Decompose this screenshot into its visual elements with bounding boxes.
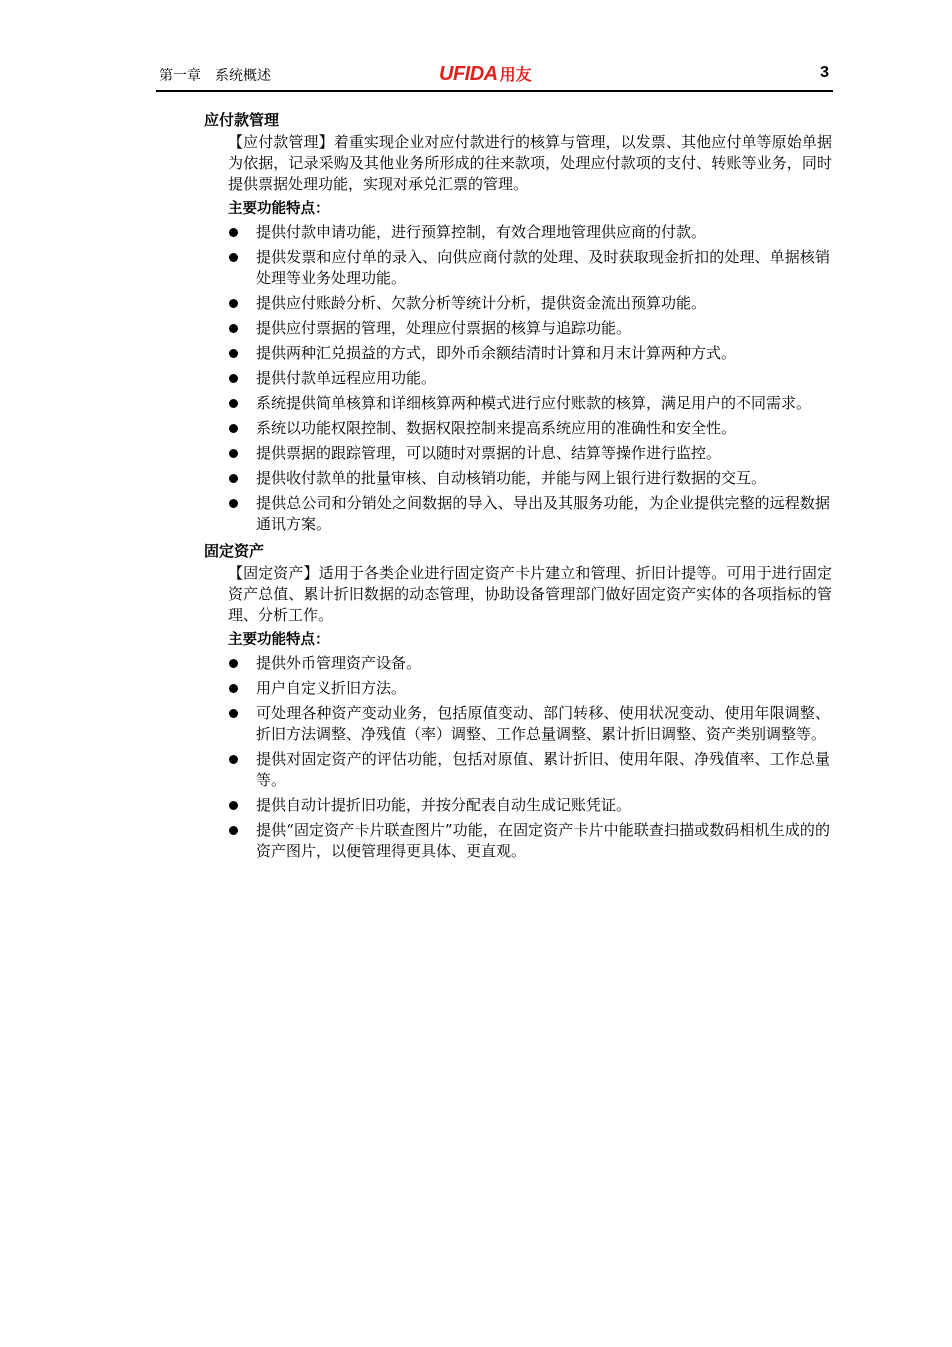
list-item: 提供外币管理资产设备。 — [204, 653, 830, 674]
chapter-title: 第一章 系统概述 — [159, 68, 271, 84]
list-item: 提供付款单远程应用功能。 — [204, 368, 830, 389]
list-item: 系统以功能权限控制、数据权限控制来提高系统应用的准确性和安全性。 — [204, 418, 830, 439]
section-intro: 【应付款管理】着重实现企业对应付款进行的核算与管理，以发票、其他应付单等原始单据为依据，记录采购及其他业务所形成的往来款项，处理应付款项的支付、转账等业务，同时提供票据处理功能，实现对承兑汇票的管理。 — [228, 133, 832, 193]
bullet-icon — [229, 474, 238, 483]
list-item: 可处理各种资产变动业务，包括原值变动、部门转移、使用状况变动、使用年限调整、折旧方法调整、净残值（率）调整、工作总量调整、累计折旧调整、资产类别调整等。 — [204, 703, 830, 745]
logo-text-en: UFIDA — [439, 63, 498, 85]
list-item: 提供对固定资产的评估功能，包括对原值、累计折旧、使用年限、净残值率、工作总量等。 — [204, 749, 830, 791]
bullet-icon — [229, 684, 238, 693]
feature-list — [204, 653, 834, 862]
list-item: 系统提供简单核算和详细核算两种模式进行应付账款的核算，满足用户的不同需求。 — [204, 393, 830, 414]
section-accounts-payable — [204, 108, 834, 535]
list-item: 提供“固定资产卡片联查图片”功能，在固定资产卡片中能联查扫描或数码相机生成的的资产图片，以便管理得更具体、更直观。 — [204, 820, 830, 862]
page-number: 3 — [820, 64, 829, 81]
bullet-icon — [229, 374, 238, 383]
bullet-icon — [229, 324, 238, 333]
bullet-icon — [229, 299, 238, 308]
bullet-icon — [229, 801, 238, 810]
bullet-icon — [229, 349, 238, 358]
logo-text-cn: 用友 — [499, 67, 532, 84]
bullet-icon — [229, 424, 238, 433]
list-item: 提供应付账龄分析、欠款分析等统计分析，提供资金流出预算功能。 — [204, 293, 830, 314]
ufida-logo — [439, 62, 532, 86]
list-item: 用户自定义折旧方法。 — [204, 678, 830, 699]
list-item: 提供两种汇兑损益的方式，即外币余额结清时计算和月末计算两种方式。 — [204, 343, 830, 364]
bullet-icon — [229, 499, 238, 508]
list-item: 提供应付票据的管理，处理应付票据的核算与追踪功能。 — [204, 318, 830, 339]
document-body — [204, 108, 834, 866]
features-heading: 主要功能特点： — [228, 632, 330, 648]
bullet-icon — [229, 709, 238, 718]
list-item: 提供收付款单的批量审核、自动核销功能，并能与网上银行进行数据的交互。 — [204, 468, 830, 489]
section-fixed-assets — [204, 539, 834, 862]
list-item: 提供总公司和分销处之间数据的导入、导出及其服务功能，为企业提供完整的远程数据通讯方案。 — [204, 493, 830, 535]
bullet-icon — [229, 449, 238, 458]
bullet-icon — [229, 399, 238, 408]
bullet-icon — [229, 755, 238, 764]
section-title: 应付款管理 — [204, 111, 280, 129]
page-header — [156, 62, 833, 92]
features-heading: 主要功能特点： — [228, 201, 330, 217]
list-item: 提供付款申请功能，进行预算控制，有效合理地管理供应商的付款。 — [204, 222, 830, 243]
feature-list — [204, 222, 834, 535]
list-item: 提供自动计提折旧功能，并按分配表自动生成记账凭证。 — [204, 795, 830, 816]
bullet-icon — [229, 228, 238, 237]
section-title: 固定资产 — [204, 542, 265, 560]
bullet-icon — [229, 826, 238, 835]
list-item: 提供票据的跟踪管理，可以随时对票据的计息、结算等操作进行监控。 — [204, 443, 830, 464]
list-item: 提供发票和应付单的录入、向供应商付款的处理、及时获取现金折扣的处理、单据核销处理等业务处理功能。 — [204, 247, 830, 289]
section-intro: 【固定资产】适用于各类企业进行固定资产卡片建立和管理、折旧计提等。可用于进行固定资产总值、累计折旧数据的动态管理，协助设备管理部门做好固定资产实体的各项指标的管理、分析工作。 — [228, 564, 832, 624]
bullet-icon — [229, 659, 238, 668]
bullet-icon — [229, 253, 238, 262]
